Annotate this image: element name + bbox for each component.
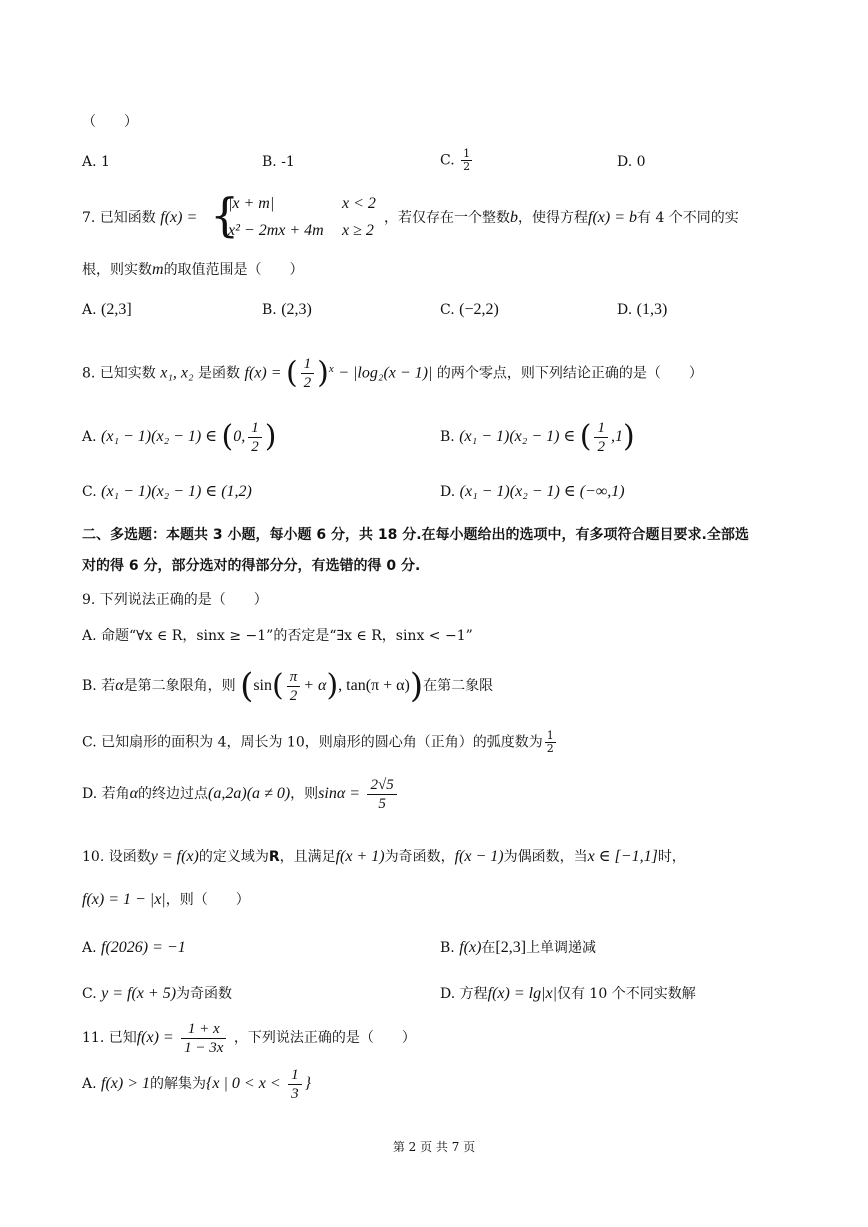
fraction: $\frac{1}{2}$ (463, 147, 471, 173)
q8-option-d: D. (x₁ − 1)(x₂ − 1) ∈ (−∞,1) (440, 483, 625, 500)
q9-option-a: A. 命题“∀x ∈ R，sinx ≥ −1”的否定是“∃x ∈ R，sinx < −1” (82, 628, 473, 644)
fraction: $\frac{1}{2}$ (546, 729, 554, 755)
fraction: $\frac{1 + x}{1 - 3x}$ (181, 1020, 226, 1057)
section-heading-line2: 对的得 6 分，部分选对的得部分分，有选错的得 0 分. (82, 558, 421, 574)
fraction: $\frac{1}{3}$ (288, 1066, 302, 1103)
q7-option-d: D. (1,3) (617, 301, 668, 318)
q9-option-d: D. 若角α的终边过点(a,2a)(a ≠ 0)，则sinα = $\frac{2√5}{5}$ (82, 774, 400, 814)
q7-case1-cond: x < 2 (342, 195, 376, 212)
q6-option-c: C. $\frac{1}{2}$ (440, 147, 471, 173)
page-footer: 第 2 页 共 7 页 (392, 1140, 476, 1154)
q7-option-a: A. (2,3] (82, 301, 132, 318)
q6-option-b: B. -1 (262, 154, 295, 170)
q9-option-b: B. 若α是第二象限角，则 (sin( $\frac{\pi}{2}$ + α), tan(π + α))在第二象限 (82, 666, 494, 706)
q8-option-a: A. (x₁ − 1)(x₂ − 1) ∈ (0, $\frac{1}{2}$ ) (82, 419, 277, 455)
fraction: $\frac{1}{2}$ (301, 355, 315, 392)
q10-line1: 10. 设函数y = f(x)的定义域为R，且满足f(x + 1)为奇函数，f(x − 1)为偶函数，当x ∈ [−1,1]时， (82, 848, 686, 865)
q7-tail: ，若仅存在一个整数b，使得方程f(x) = b有 4 个不同的实 (384, 209, 739, 226)
q11-stem: 11. 已知f(x) = $\frac{1 + x}{1 - 3x}$ ，下列说法正确的是（ ） (82, 1020, 416, 1056)
q6-paren: （ ） (82, 114, 138, 130)
q7-option-c: C. (−2,2) (440, 301, 499, 318)
q7-case2-cond: x ≥ 2 (342, 222, 374, 239)
q9-stem: 9. 下列说法正确的是（ ） (82, 592, 268, 608)
piecewise-brace: { (210, 188, 240, 242)
q10-option-b: B. f(x)在[2,3]上单调递减 (440, 939, 597, 956)
q6-option-a: A. 1 (82, 154, 110, 170)
q6-option-d: D. 0 (617, 154, 646, 170)
fraction: $\frac{1}{2}$ (248, 419, 262, 456)
q8-option-c: C. (x₁ − 1)(x₂ − 1) ∈ (1,2) (82, 483, 252, 500)
q10-line2: f(x) = 1 − |x|，则（ ） (82, 891, 250, 908)
fraction: $\frac{1}{2}$ (594, 419, 608, 456)
q7-line2: 根，则实数m的取值范围是（ ） (82, 261, 304, 278)
fraction: $\frac{\pi}{2}$ (287, 668, 301, 705)
q7-case2-expr: x² − 2mx + 4m (228, 222, 324, 239)
q8-stem: 8. 已知实数 x₁, x₂ 是函数 f(x) = ( $\frac{1}{2}$ )$^x$ − |log₂(x − 1)| 的两个零点，则下列结论正确的是（ ） (82, 355, 703, 392)
q7-lead: 7. 已知函数 f(x) = (82, 209, 198, 226)
q10-option-c: C. y = f(x + 5)为奇函数 (82, 985, 233, 1002)
q7-option-b: B. (2,3) (262, 301, 312, 318)
q8-option-b: B. (x₁ − 1)(x₂ − 1) ∈ ( $\frac{1}{2}$ ,1) (440, 419, 635, 455)
q10-option-a: A. f(2026) = −1 (82, 939, 186, 956)
q9-option-c: C. 已知扇形的面积为 4，周长为 10，则扇形的圆心角（正角）的弧度数为 $\frac{1}{2}$ (82, 729, 554, 755)
fraction: $\frac{2√5}{5}$ (367, 776, 396, 813)
q7-case1-expr: |x + m| (228, 195, 275, 212)
q11-option-a: A. f(x) > 1的解集为{x | 0 < x < $\frac{1}{3}$ } (82, 1066, 311, 1102)
q10-option-d: D. 方程f(x) = lg|x|仅有 10 个不同实数解 (440, 985, 696, 1002)
section-heading-line1: 二、多选题：本题共 3 小题，每小题 6 分，共 18 分.在每小题给出的选项中，有多项符合题目要求.全部选 (82, 527, 749, 543)
